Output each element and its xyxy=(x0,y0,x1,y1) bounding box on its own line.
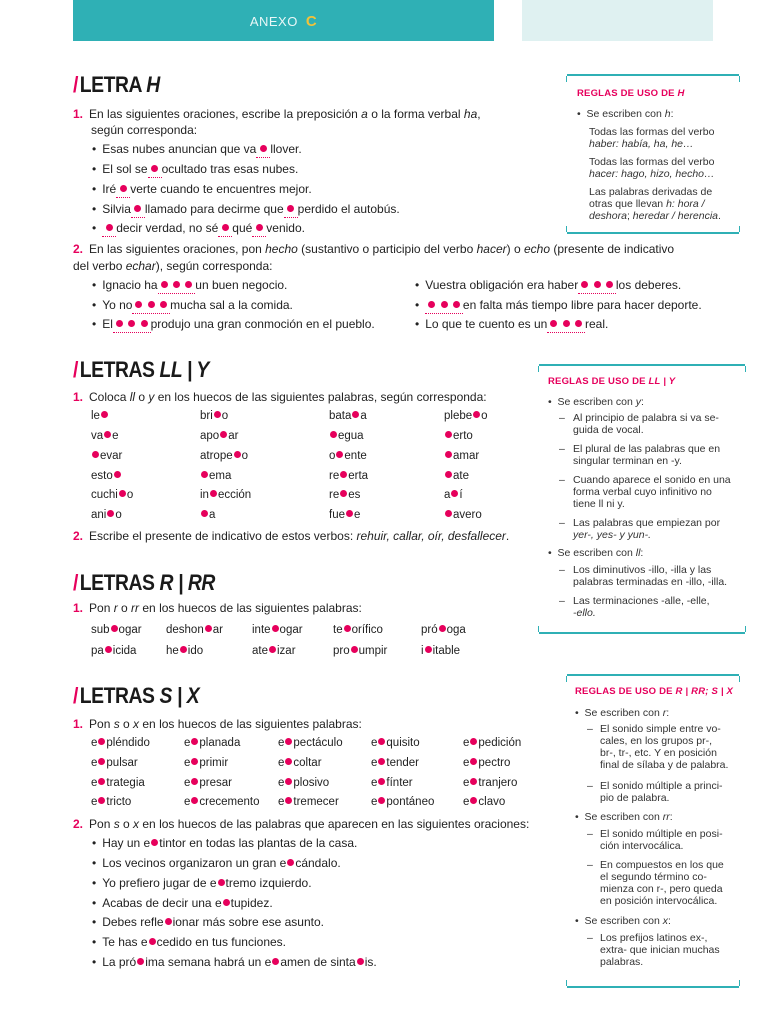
header-letter: C xyxy=(305,13,318,30)
list-item: • Los vecinos organizaron un gran e cándalo. xyxy=(92,856,341,871)
list-item: • Silvia llamado para decirme que perdido el autobús. xyxy=(92,202,400,218)
rule-text: deshora; heredar / herencia. xyxy=(589,210,721,222)
word-item: e crecemento xyxy=(184,796,260,808)
rule-text: Cuando aparece el sonido en una xyxy=(573,474,731,486)
rule-text: – xyxy=(587,723,593,735)
header-label: ANEXO xyxy=(249,14,298,29)
question-h-1: 1. En las siguientes oraciones, escribe la preposición a o la forma verbal ha, xyxy=(73,107,481,121)
list-item: • Vuestra obligación era haber los deberes. xyxy=(415,278,681,294)
rule-text: palabras terminadas en -illo, -illa. xyxy=(573,576,728,588)
rules-box-ll-y xyxy=(539,364,745,634)
word-item: e tender xyxy=(371,757,420,769)
list-item: • Te has e cedido en tus funciones. xyxy=(92,935,286,950)
list-item: • en falta más tiempo libre para hacer deporte. xyxy=(415,298,702,314)
rule-text: Las terminaciones -alle, -elle, xyxy=(573,595,710,607)
rule-text: guida de vocal. xyxy=(573,424,644,436)
rule-text: – xyxy=(559,474,565,486)
rule-lead: • Se escriben con ll: xyxy=(548,547,644,559)
rule-lead: • Se escriben con r: xyxy=(575,707,670,719)
rule-text: Al principio de palabra si va se- xyxy=(573,412,719,424)
word-item: amar xyxy=(444,450,479,462)
list-item: • Yo prefiero jugar de e tremo izquierdo. xyxy=(92,876,312,891)
rule-text: Todas las formas del verbo xyxy=(589,156,715,168)
word-item: atrope o xyxy=(200,450,249,462)
word-item: le xyxy=(91,410,109,422)
rule-lead: • Se escriben con rr: xyxy=(575,811,673,823)
word-item: in ección xyxy=(200,489,252,501)
rule-text: singular terminan en -y. xyxy=(573,455,682,467)
rule-text: Las palabras que empiezan por xyxy=(573,517,721,529)
word-item: ate xyxy=(444,470,469,482)
word-item: e tremecer xyxy=(278,796,339,808)
word-item: deshon ar xyxy=(166,624,223,636)
list-item: • Acabas de decir una e tupidez. xyxy=(92,896,273,911)
rule-text: -ello. xyxy=(573,607,596,619)
word-item: he ido xyxy=(166,645,204,657)
section-title-ll-y: /LETRAS LL | Y xyxy=(73,357,209,382)
word-item: ema xyxy=(200,470,231,482)
question-h-2: 2. En las siguientes oraciones, pon hecho (sustantivo o participio del verbo hacer) o echo (presente de indicativo xyxy=(73,242,675,256)
word-item: evar xyxy=(91,450,122,462)
rule-text: forma verbal cuyo infinitivo no xyxy=(573,486,712,498)
word-item: pró oga xyxy=(421,624,466,636)
rule-text: – xyxy=(559,443,565,455)
rule-text: pio de palabra. xyxy=(600,792,670,804)
rule-text: – xyxy=(587,932,593,944)
list-item: • Esas nubes anuncian que va llover. xyxy=(92,142,302,158)
word-item: re erta xyxy=(329,470,369,482)
rule-text: yer-, yes- y yun-. xyxy=(573,529,651,541)
word-item: e quisito xyxy=(371,737,420,749)
word-item: bri o xyxy=(200,410,229,422)
section-title-r-rr: /LETRAS R | RR xyxy=(73,570,215,595)
rule-text: – xyxy=(559,517,565,529)
list-item: • Ignacio ha un buen negocio. xyxy=(92,278,287,294)
word-item: inte ogar xyxy=(252,624,303,636)
word-item: fue e xyxy=(329,509,361,521)
header-title xyxy=(73,0,494,41)
word-item: e pulsar xyxy=(91,757,138,769)
list-item: • Lo que te cuento es un real. xyxy=(415,317,608,333)
rule-text: Los diminutivos -illo, -illa y las xyxy=(573,564,712,576)
word-item: e tranjero xyxy=(463,777,518,789)
list-item: • Yo no mucha sal a la comida. xyxy=(92,298,293,314)
rule-text: El plural de las palabras que en xyxy=(573,443,721,455)
word-item: sub ogar xyxy=(91,624,142,636)
rule-text: el segundo término co- xyxy=(600,871,707,883)
rule-text: tiene ll ni y. xyxy=(573,498,625,510)
section-title-h: /LETRA H xyxy=(73,72,160,97)
header-side-box xyxy=(522,0,713,41)
word-item: e pléndido xyxy=(91,737,150,749)
rule-text: Las palabras derivadas de xyxy=(589,186,713,198)
list-item: • Hay un e tintor en todas las plantas de la casa. xyxy=(92,836,357,851)
rule-text: otras que llevan h: hora / xyxy=(589,198,705,210)
rule-text: El sonido múltiple en posi- xyxy=(600,828,723,840)
word-item: pro umpir xyxy=(333,645,388,657)
word-item: va e xyxy=(91,430,119,442)
word-item: apo ar xyxy=(200,430,239,442)
rule-text: – xyxy=(587,780,593,792)
rule-lead: • Se escriben con x: xyxy=(575,915,671,927)
word-item: e coltar xyxy=(278,757,322,769)
rule-text: mienza con r-, pero queda xyxy=(600,883,723,895)
rule-text: cales, en los grupos pr-, xyxy=(600,735,713,747)
rule-lead: • Se escriben con y: xyxy=(548,396,644,408)
rules-title-r-s: REGLAS DE USO DE R | RR; S | X xyxy=(575,686,734,697)
word-item: a í xyxy=(444,489,463,501)
list-item: • La pró ima semana habrá un e amen de sinta is. xyxy=(92,955,377,970)
rule-text: El sonido múltiple a princi- xyxy=(600,780,723,792)
rule-text: – xyxy=(559,564,565,576)
rule-text: Los prefijos latinos ex-, xyxy=(600,932,708,944)
list-item: • Iré verte cuando te encuentres mejor. xyxy=(92,182,312,198)
word-item: bata a xyxy=(329,410,367,422)
word-item: ate izar xyxy=(252,645,296,657)
section-title-s-x: /LETRAS S | X xyxy=(73,683,200,708)
word-item: re es xyxy=(329,489,361,501)
word-item: e plosivo xyxy=(278,777,330,789)
word-item: erto xyxy=(444,430,473,442)
rule-text: – xyxy=(587,859,593,871)
word-item: pa icida xyxy=(91,645,137,657)
word-item: e trategia xyxy=(91,777,145,789)
rule-text: – xyxy=(559,412,565,424)
rule-text: ción intervocálica. xyxy=(600,840,684,852)
question-s-1: 1. Pon s o x en los huecos de las siguientes palabras: xyxy=(73,717,362,731)
word-item: e primir xyxy=(184,757,229,769)
word-item: e pectro xyxy=(463,757,511,769)
rule-text: hacer: hago, hizo, hecho… xyxy=(589,168,715,180)
rule-text: En compuestos en los que xyxy=(600,859,724,871)
rule-text: en posición intervocálica. xyxy=(600,895,718,907)
rule-text: extra- que inician muchas xyxy=(600,944,720,956)
list-item: • decir verdad, no sé qué venido. xyxy=(92,221,305,237)
question-r-1: 1. Pon r o rr en los huecos de las siguientes palabras: xyxy=(73,601,362,615)
word-item: avero xyxy=(444,509,482,521)
question-ll-2: 2. Escribe el presente de indicativo de estos verbos: rehuir, callar, oír, desfallecer. xyxy=(73,529,510,543)
list-item: • El produjo una gran conmoción en el pueblo. xyxy=(92,317,375,333)
word-item: e clavo xyxy=(463,796,506,808)
rule-lead: • Se escriben con h: xyxy=(577,108,674,120)
rule-text: – xyxy=(587,828,593,840)
rule-text: final de sílaba y de palabra. xyxy=(600,759,729,771)
question-h-2-line2: del verbo echar), según corresponda: xyxy=(73,259,273,273)
rule-text: haber: había, ha, he… xyxy=(589,138,694,150)
word-item: e presar xyxy=(184,777,233,789)
word-item: i itable xyxy=(421,645,461,657)
word-item: egua xyxy=(329,430,364,442)
list-item: • El sol se ocultado tras esas nubes. xyxy=(92,162,298,178)
word-item: o ente xyxy=(329,450,367,462)
word-item: ani o xyxy=(91,509,122,521)
rule-text: Todas las formas del verbo xyxy=(589,126,715,138)
word-item: te orífico xyxy=(333,624,383,636)
header-bar xyxy=(73,0,494,41)
rule-text: br-, tr-, etc. Y en posición xyxy=(600,747,717,759)
rules-title-h: REGLAS DE USO DE H xyxy=(577,88,685,99)
question-h-1-line2: según corresponda: xyxy=(91,123,198,137)
list-item: • Debes refle ionar más sobre ese asunto. xyxy=(92,915,324,930)
rules-title-ll-y: REGLAS DE USO DE LL | Y xyxy=(548,376,676,387)
word-item: e pectáculo xyxy=(278,737,343,749)
word-item: e fínter xyxy=(371,777,413,789)
word-item: e pedición xyxy=(463,737,522,749)
rule-text: El sonido simple entre vo- xyxy=(600,723,721,735)
word-item: e tricto xyxy=(91,796,132,808)
word-item: esto xyxy=(91,470,122,482)
word-item: e planada xyxy=(184,737,241,749)
word-item: a xyxy=(200,509,215,521)
word-item: cuchi o xyxy=(91,489,134,501)
rule-text: palabras. xyxy=(600,956,644,968)
rule-text: – xyxy=(559,595,565,607)
rules-box-h xyxy=(567,74,739,234)
word-item: e pontáneo xyxy=(371,796,435,808)
question-ll-1: 1. Coloca ll o y en los huecos de las siguientes palabras, según corresponda: xyxy=(73,390,487,404)
word-item: plebe o xyxy=(444,410,488,422)
rules-box-r-s xyxy=(567,674,739,988)
question-s-2: 2. Pon s o x en los huecos de las palabras que aparecen en las siguientes oraciones: xyxy=(73,817,530,831)
